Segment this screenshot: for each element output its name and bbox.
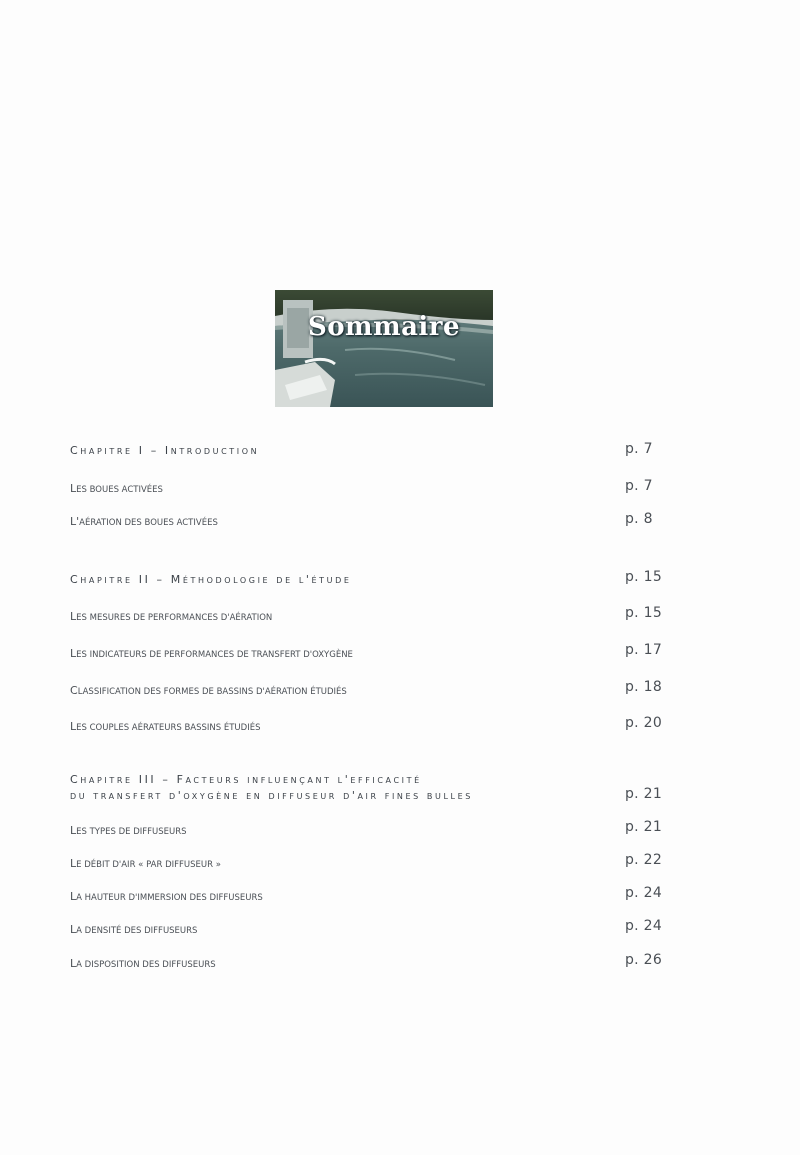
section-label: LES COUPLES AÉRATEURS BASSINS ÉTUDIÉS — [70, 720, 261, 733]
chapter-page: p. 7 — [625, 441, 653, 457]
page-title: Sommaire — [307, 312, 461, 342]
section-page: p. 24 — [625, 918, 663, 934]
section-page: p. 26 — [625, 952, 663, 968]
basin-photo — [275, 290, 493, 407]
chapter-3[interactable] — [70, 772, 662, 806]
section-page: p. 21 — [625, 819, 663, 835]
section-page: p. 15 — [625, 605, 663, 621]
section-page: p. 24 — [625, 885, 663, 901]
section-page: p. 17 — [625, 642, 663, 658]
section-label: LE DÉBIT D'AIR « PAR DIFFUSEUR » — [70, 857, 221, 870]
section-label: LES INDICATEURS DE PERFORMANCES DE TRANSFERT D'OXYGÈNE — [70, 647, 353, 660]
section-label: LES TYPES DE DIFFUSEURS — [70, 824, 187, 837]
chapter-1[interactable] — [70, 443, 662, 461]
section-label: LES BOUES ACTIVÉES — [70, 482, 163, 495]
section-label: CLASSIFICATION DES FORMES DE BASSINS D'AÉRATION ÉTUDIÉS — [70, 684, 347, 697]
chapter-title — [70, 572, 352, 588]
chapter-title-line: du transfert d'oxygène en diffuseur d'air fines bulles — [70, 789, 473, 802]
section-page: p. 20 — [625, 715, 663, 731]
section-label: L'AÉRATION DES BOUES ACTIVÉES — [70, 515, 218, 528]
section-page: p. 22 — [625, 852, 663, 868]
chapter-title-line: Chapitre II – Méthodologie de l'étude — [70, 573, 352, 586]
sommaire-header-image — [275, 290, 493, 407]
chapter-title-line: Chapitre I – Introduction — [70, 444, 260, 457]
section-label: LES MESURES DE PERFORMANCES D'AÉRATION — [70, 610, 273, 623]
section-page: p. 18 — [625, 679, 663, 695]
chapter-title-line: Chapitre III – Facteurs influençant l'efficacité — [70, 773, 422, 786]
chapter-page: p. 21 — [625, 786, 663, 802]
chapter-2[interactable] — [70, 569, 663, 590]
chapter-page: p. 15 — [625, 569, 663, 585]
chapter-title — [70, 443, 259, 459]
section-label: LA DISPOSITION DES DIFFUSEURS — [70, 957, 216, 970]
section-page: p. 8 — [625, 511, 653, 527]
section-label: LA HAUTEUR D'IMMERSION DES DIFFUSEURS — [70, 890, 263, 903]
chapter-title — [70, 772, 473, 804]
section-page: p. 7 — [625, 478, 653, 494]
section-label: LA DENSITÉ DES DIFFUSEURS — [70, 923, 198, 936]
